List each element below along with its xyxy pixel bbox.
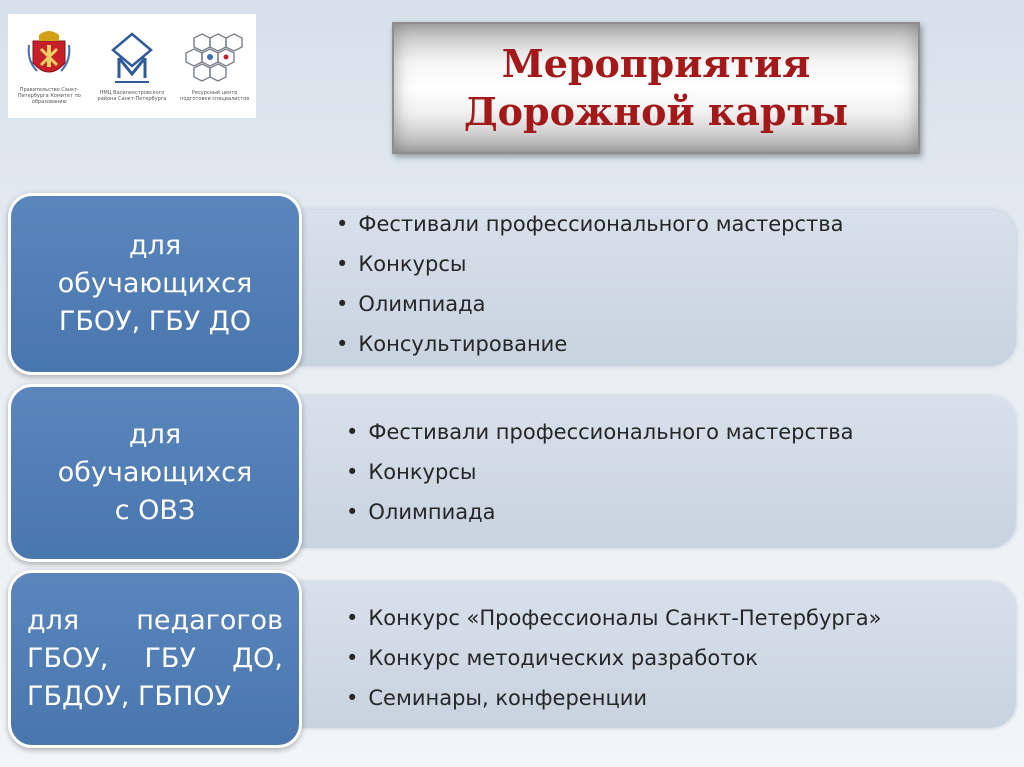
- label-line: для педагогов: [27, 605, 283, 636]
- list-item: • Фестивали профессионального мастерства: [336, 204, 843, 244]
- list-item: • Конкурс «Профессионалы Санкт-Петербурга»: [346, 598, 882, 638]
- title-line-2: Дорожной карты: [463, 89, 849, 134]
- label-line: ГБОУ, ГБУ ДО: [58, 306, 252, 337]
- label-line: обучающихся: [57, 457, 253, 488]
- coat-of-arms-icon: [27, 27, 71, 83]
- section-3-label: [8, 570, 302, 748]
- label-line: ГБДОУ, ГБПОУ: [27, 681, 231, 712]
- logo-caption: НМЦ Василеостровского района Санкт-Петербурга: [97, 90, 167, 102]
- section-1-label: [8, 193, 302, 375]
- list-item: • Семинары, конференции: [346, 678, 882, 718]
- section-2-list: [346, 412, 853, 532]
- label-line: обучающихся: [57, 268, 253, 299]
- logo-government: [12, 27, 87, 105]
- logos-panel: [8, 14, 256, 118]
- section-2-label: [8, 384, 302, 562]
- label-line: с ОВЗ: [114, 495, 196, 526]
- title-line-1: Мероприятия: [501, 41, 811, 86]
- list-item: • Олимпиада: [336, 284, 843, 324]
- logo-resource-center: [177, 30, 252, 102]
- label-line: для: [128, 419, 182, 450]
- logo-caption: Ресурсный центр подготовки специалистов: [180, 90, 250, 102]
- logo-nmc: [94, 30, 169, 102]
- label-line: для: [128, 230, 182, 261]
- section-3-list: [346, 598, 882, 718]
- monogram-icon: [109, 30, 155, 86]
- logo-caption: Правительство Санкт-Петербурга Комитет по образованию: [17, 87, 81, 105]
- label-line: ГБОУ, ГБУ ДО,: [27, 643, 283, 674]
- list-item: • Фестивали профессионального мастерства: [346, 412, 853, 452]
- title-banner: [392, 22, 920, 154]
- list-item: • Консультирование: [336, 324, 843, 364]
- list-item: • Конкурс методических разработок: [346, 638, 882, 678]
- list-item: • Конкурсы: [346, 452, 853, 492]
- list-item: • Конкурсы: [336, 244, 843, 284]
- hexagon-cluster-icon: [182, 30, 248, 86]
- section-1-list: [336, 204, 843, 364]
- list-item: • Олимпиада: [346, 492, 853, 532]
